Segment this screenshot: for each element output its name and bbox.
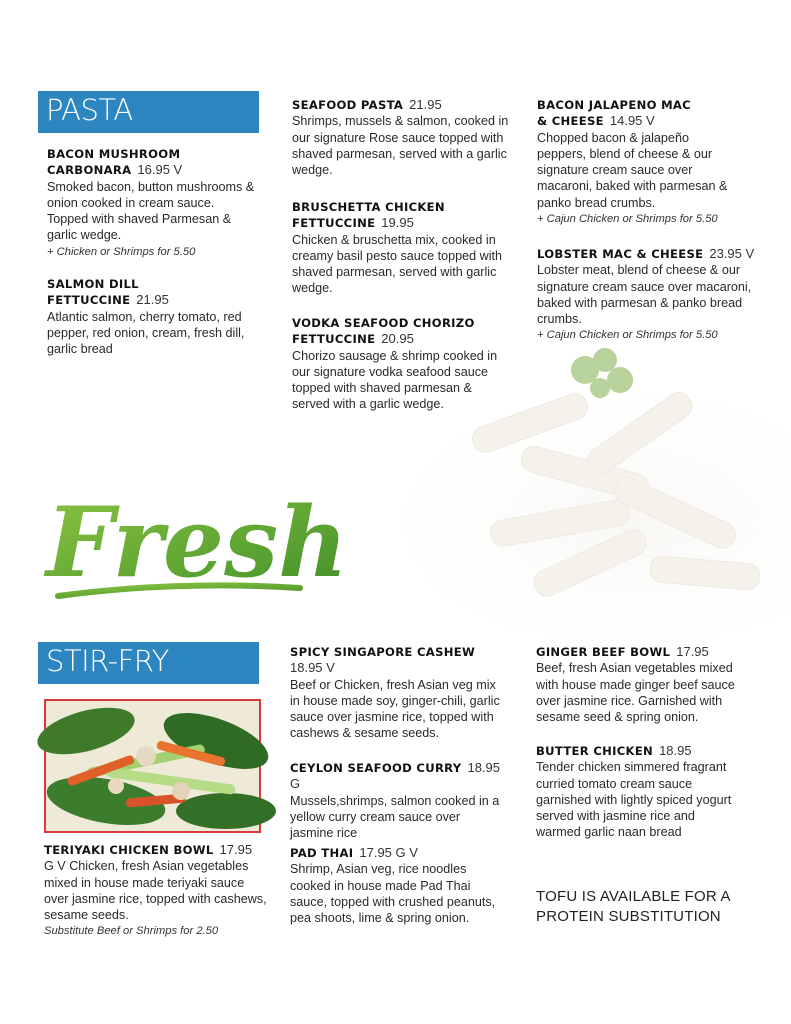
pasta-section-banner — [38, 91, 259, 133]
item-description: Beef or Chicken, fresh Asian veg mix in house made soy, ginger-chili, garlic sauce over jasmine rice, topped with cashews & sesame seeds. — [290, 677, 500, 741]
menu-item-bruschetta-chicken-fettuccine — [292, 199, 512, 297]
item-price: 17.95 G V — [359, 845, 418, 860]
stirfry-photo — [44, 699, 261, 833]
item-description: Lobster meat, blend of cheese & our signature cream sauce over macaroni, baked with parmesan & panko bread crumbs. — [537, 263, 752, 327]
stirfry-section-title: STIR-FRY — [46, 644, 169, 678]
item-title: BRUSCHETTA CHICKEN — [292, 200, 445, 214]
item-note: Substitute Beef or Shrimps for 2.50 — [44, 925, 219, 938]
menu-item-bacon-jalapeno-mac — [537, 97, 737, 227]
item-description: Chorizo sausage & shrimp cooked in our signature vodka seafood sauce topped with shaved parmesan & served with a garlic wedge. — [292, 348, 498, 412]
item-description: Mussels,shrimps, salmon cooked in a yellow curry cream sauce over jasmine rice — [290, 793, 500, 841]
item-title: CEYLON SEAFOOD CURRY — [290, 761, 462, 775]
menu-item-ginger-beef-bowl — [536, 644, 741, 725]
item-title: BUTTER CHICKEN — [536, 744, 654, 758]
menu-item-pad-thai — [290, 845, 510, 926]
item-note: + Chicken or Shrimps for 5.50 — [47, 245, 196, 258]
item-price: 17.95 — [219, 842, 253, 857]
item-description: Shrimps, mussels & salmon, cooked in our signature Rose sauce topped with shaved parmesan, served with a garlic wedge. — [292, 114, 509, 178]
item-title: SALMON DILL FETTUCCINE — [47, 277, 139, 308]
item-title: BACON JALAPENO MAC — [537, 98, 691, 112]
item-price: 18.95 V — [290, 660, 335, 676]
pasta-section-title: PASTA — [46, 93, 133, 127]
menu-item-vodka-seafood-chorizo — [292, 315, 512, 413]
item-price: 16.95 V — [137, 162, 183, 178]
item-note: + Cajun Chicken or Shrimps for 5.50 — [537, 213, 718, 226]
item-title: PAD THAI — [290, 846, 354, 860]
fresh-logo-text: Fresh — [46, 486, 348, 599]
menu-item-bacon-mushroom-carbonara — [47, 146, 257, 260]
item-price: 18.95 — [659, 743, 692, 758]
item-price: 14.95 V — [609, 113, 655, 129]
item-title: BACON MUSHROOM — [47, 147, 181, 161]
item-description: G V Chicken, fresh Asian vegetables mixed in house made teriyaki sauce over jasmine rice, topped with cashews, sesame seeds. — [44, 859, 267, 923]
item-title: TERIYAKI CHICKEN BOWL — [44, 843, 214, 857]
item-description: Atlantic salmon, cherry tomato, red pepper, red onion, cream, fresh dill, garlic bread — [47, 309, 245, 357]
item-title: VODKA SEAFOOD CHORIZO — [292, 316, 475, 330]
item-price: 19.95 — [381, 215, 414, 231]
tofu-substitution-note: TOFU IS AVAILABLE FOR A PROTEIN SUBSTITUTION — [536, 888, 730, 925]
menu-item-butter-chicken — [536, 743, 736, 841]
item-title: GINGER BEEF BOWL — [536, 645, 671, 659]
item-title-line2: FETTUCCINE — [292, 332, 376, 347]
stirfry-section-banner — [38, 642, 259, 684]
menu-item-ceylon-seafood-curry — [290, 760, 505, 841]
item-price: 21.95 — [409, 97, 442, 112]
menu-item-teriyaki-chicken-bowl — [44, 842, 269, 940]
item-description: Chopped bacon & jalapeño peppers, blend of cheese & our signature cream sauce over macaroni, baked with parmesan & panko bread crumbs. — [537, 130, 728, 210]
item-price: 18.95 G — [290, 760, 501, 792]
item-description: Tender chicken simmered fragrant curried tomato cream sauce garnished with lightly spiced yogurt served with jasmine rice and warmed garlic naan bread — [536, 760, 732, 840]
item-price: 23.95 V — [709, 246, 755, 261]
item-title: SPICY SINGAPORE CASHEW — [290, 645, 476, 659]
item-title-line2: CARBONARA — [47, 163, 132, 178]
item-price: 17.95 — [676, 644, 709, 659]
item-price: 20.95 — [381, 331, 414, 347]
item-note: + Cajun Chicken or Shrimps for 5.50 — [537, 329, 718, 342]
item-title-line2: & CHEESE — [537, 114, 604, 129]
item-description: Beef, fresh Asian vegetables mixed with house made ginger beef sauce over jasmine rice. Garnished with sesame seed & spring onion. — [536, 661, 735, 725]
item-title: LOBSTER MAC & CHEESE — [537, 247, 704, 261]
item-title-line2: FETTUCCINE — [292, 216, 376, 231]
item-description: Chicken & bruschetta mix, cooked in creamy basil pesto sauce topped with shaved parmesan, served with garlic wedge. — [292, 232, 503, 296]
fresh-logo — [38, 468, 348, 618]
menu-item-seafood-pasta — [292, 97, 512, 178]
item-price: 21.95 — [136, 292, 169, 308]
item-title: SEAFOOD PASTA — [292, 98, 404, 112]
menu-item-spicy-singapore-cashew — [290, 644, 505, 742]
item-description: Smoked bacon, button mushrooms & onion cooked in cream sauce. Topped with shaved Parmesan & garlic wedge. — [47, 179, 255, 243]
menu-item-salmon-dill-fettuccine — [47, 276, 262, 357]
menu-item-lobster-mac-cheese — [537, 246, 757, 344]
item-description: Shrimp, Asian veg, rice noodles cooked in house made Pad Thai sauce, topped with crushed peanuts, pea shoots, lime & spring onion. — [290, 862, 496, 926]
stirfry-photo-illustration — [46, 701, 259, 831]
